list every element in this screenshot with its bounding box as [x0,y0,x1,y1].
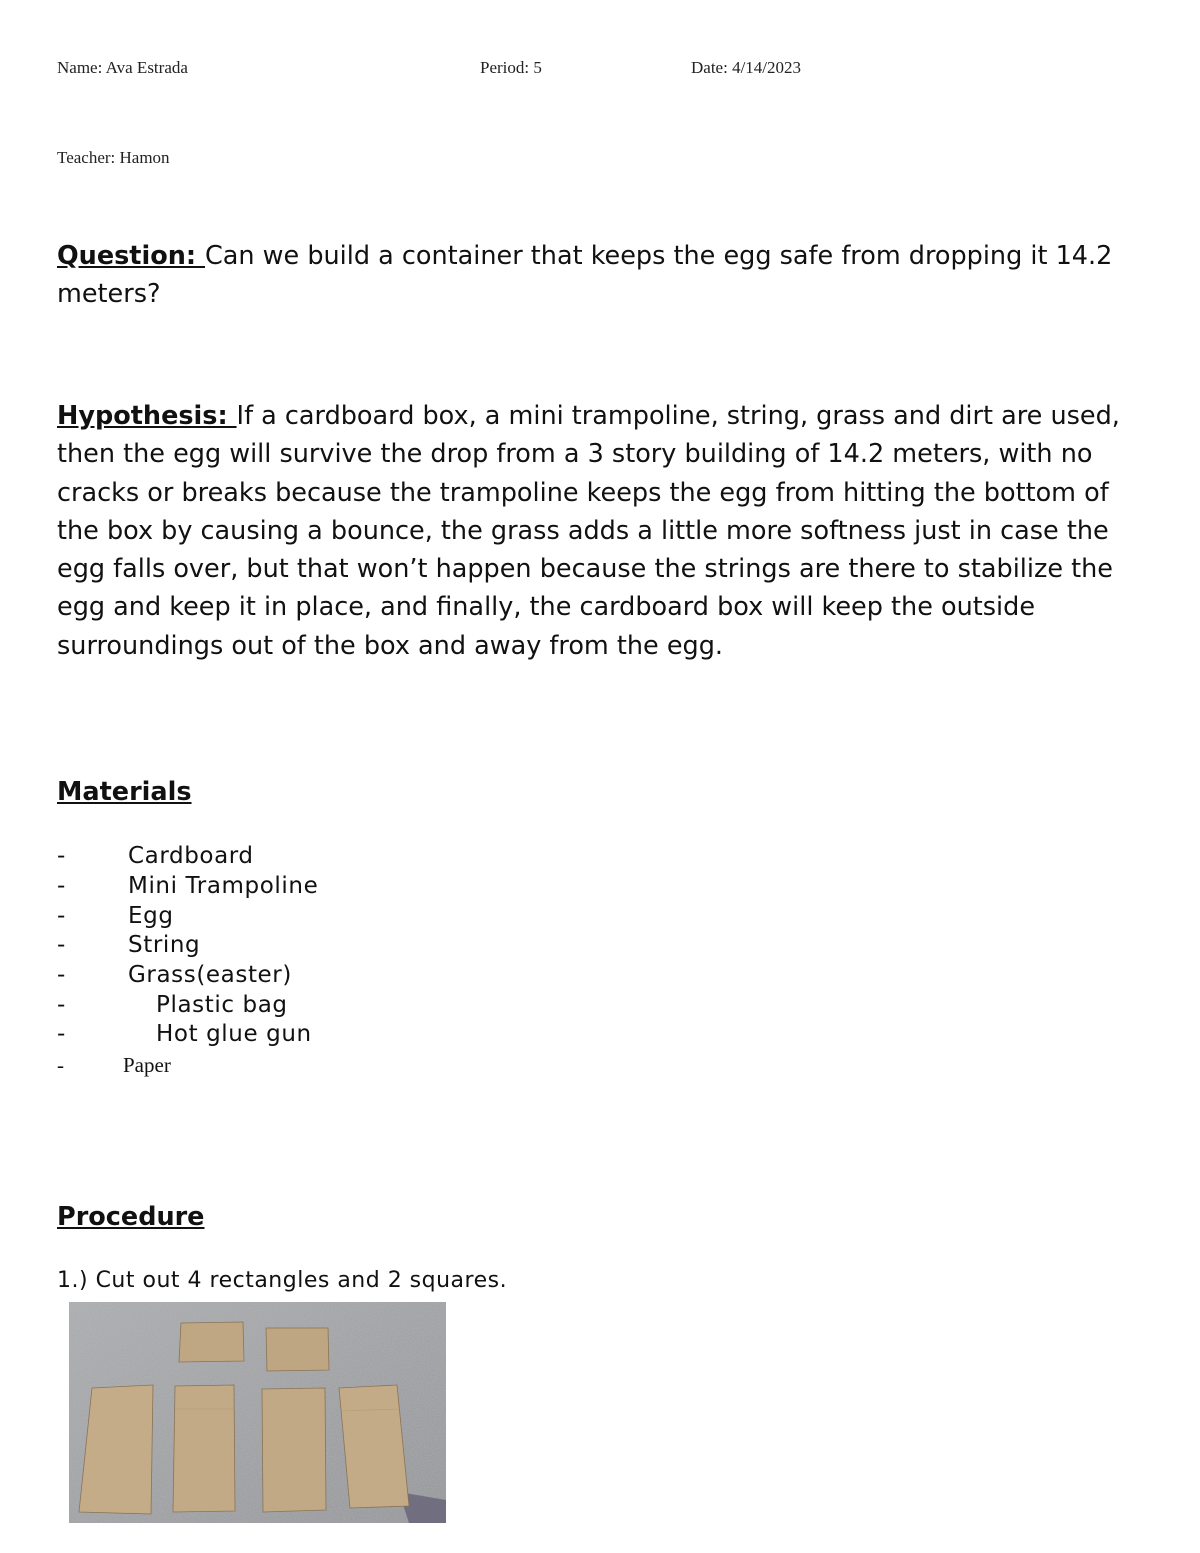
question-heading: Question: [57,241,205,271]
question-text: Can we build a container that keeps the egg safe from dropping it 14.2 meters? [57,241,1113,310]
cardboard-pieces-photo [69,1302,446,1523]
materials-heading: Materials [57,777,192,807]
procedure-heading: Procedure [57,1202,205,1232]
question-paragraph [57,237,1137,314]
hypothesis-paragraph [57,397,1137,665]
hypothesis-text: If a cardboard box, a mini trampoline, string, grass and dirt are used, then the egg will survive the drop from a 3 story building of 14.2 meters, with no cracks or breaks because the trampoline keeps the egg from hitting the bottom of the box by causing a bounce, the grass adds a little more softness just in case the egg falls over, but that won’t happen because the strings are there to stabilize the egg and keep it in place, and finally, the cardboard box will keep the outside surroundings out of the box and away from the egg. [57,401,1120,661]
procedure-step-1: 1.) Cut out 4 rectangles and 2 squares. [57,1268,508,1293]
date: Date: 4/14/2023 [691,58,802,77]
student-name: Name: Ava Estrada [57,58,188,77]
hypothesis-heading: Hypothesis: [57,401,237,431]
class-period: Period: 5 [480,58,542,77]
teacher-name: Teacher: Hamon [57,148,170,167]
